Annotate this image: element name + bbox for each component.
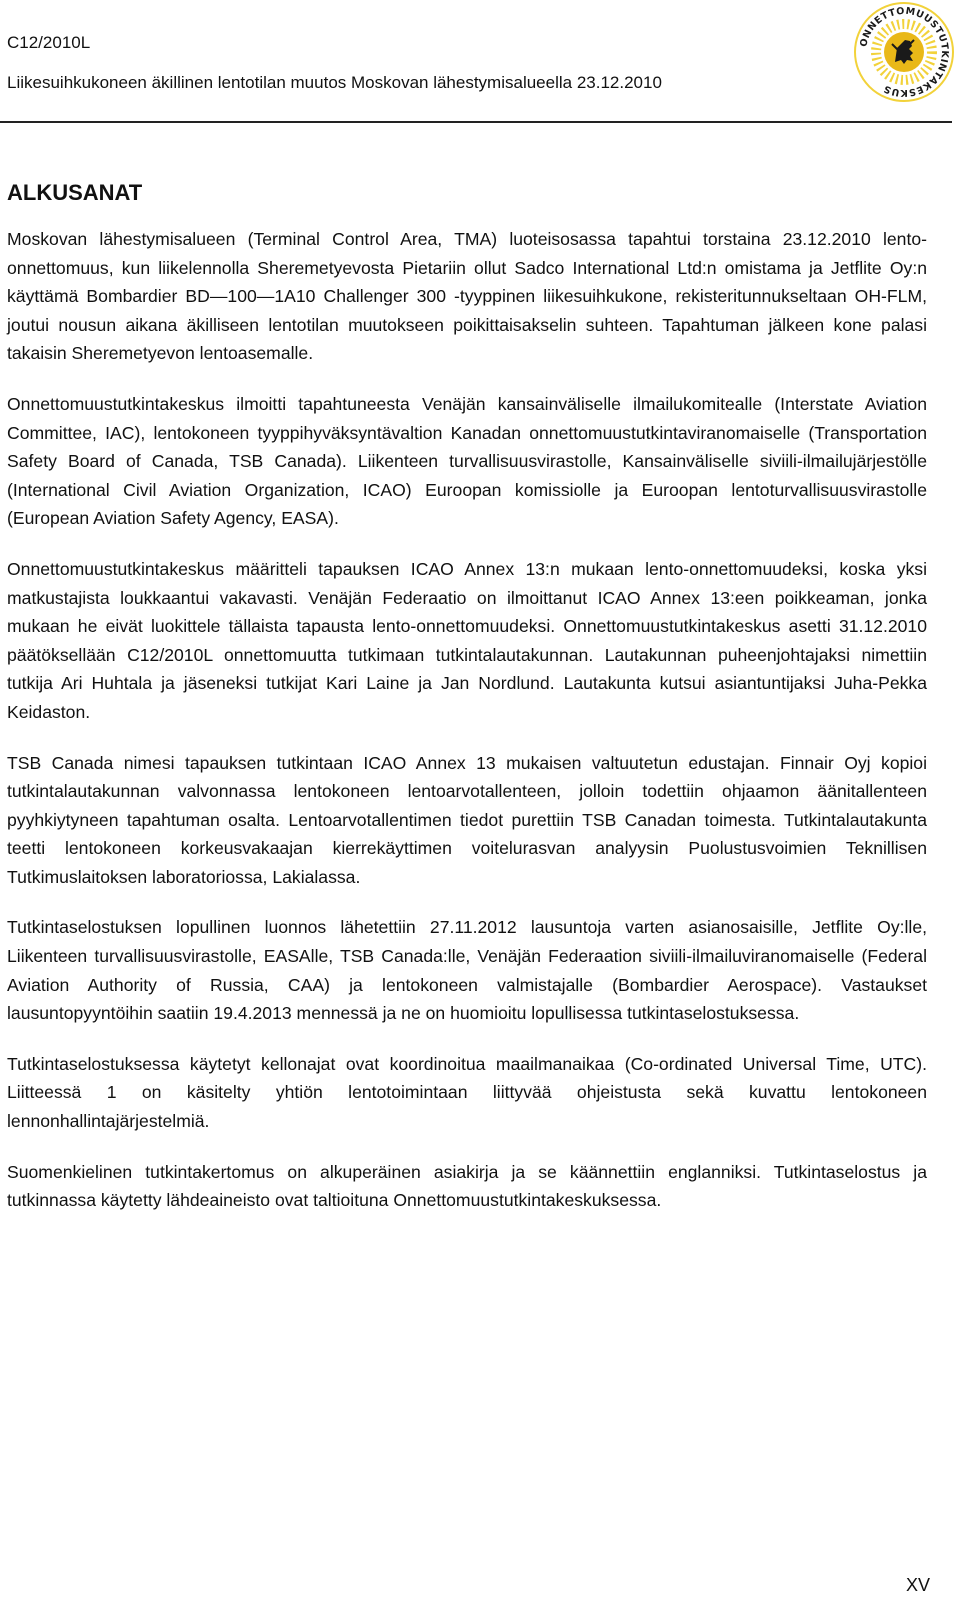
header-divider	[0, 121, 952, 123]
paragraph-investigation: TSB Canada nimesi tapauksen tutkintaan ICAO Annex 13 mukaisen valtuutetun edustajan. Finnair Oyj kopioi tutkintalautakunnan valvonnassa lentokoneen lentoarvotallenteen, jolloin todettiin ohjaamon äänitallenteen pyyhkiytyneen tapahtuman osalta. Lentoarvotallentimen tiedot purettiin TSB Canadan toimesta. Tutkintalautakunta teetti lentokoneen korkeusvakaajan kierrekäyttimen voitelurasvan analyysin Puolustusvoimien Teknillisen Tutkimuslaitoksen laboratoriossa, Lakialassa.	[7, 752, 927, 887]
document-body	[7, 180, 927, 1237]
paragraph-notifications: Onnettomuustutkintakeskus ilmoitti tapahtuneesta Venäjän kansainväliselle ilmailukomitealle (Interstate Aviation Committee, IAC), lentokoneen tyyppihyväksyntävaltion Kanadan onnettomuustutkintaviranomaiselle (Transportation Safety Board of Canada, TSB Canada). Liikenteen turvallisuusvirastolle, Kansainväliselle siviili-ilmailujärjestölle (International Civil Aviation Organization, ICAO) Euroopan komissiolle ja Euroopan lentoturvallisuusvirastolle (European Aviation Safety Agency, EASA).	[7, 393, 927, 529]
logo-ring-text: ONNETTOMUUSTUTKINTAKESKUS	[858, 5, 951, 99]
report-title: Liikesuihkukoneen äkillinen lentotilan muutos Moskovan lähestymisalueella 23.12.2010	[7, 73, 662, 92]
paragraph-classification: Onnettomuustutkintakeskus määritteli tapauksen ICAO Annex 13:n mukaan lento-onnettomuudeksi, koska yksi matkustajista loukkaantui vakavasti. Venäjän Federaatio on ilmoittanut ICAO Annex 13:een poikkeaman, jonka mukaan he eivät luokittele tällaista tapausta lento-onnettomuudeksi. Onnettomuustutkintakeskus asetti 31.12.2010 päätöksellään C12/2010L onnettomuutta tutkimaan tutkintalautakunnan. Lautakunnan puheenjohtajaksi nimettiin tutkija Ari Huhtala ja jäseneksi tutkijat Kari Laine ja Jan Nordlund. Lautakunta kutsui asiantuntijaksi Juha-Pekka Keidaston.	[7, 558, 927, 722]
paragraph-draft-report: Tutkintaselostuksen lopullinen luonnos lähetettiin 27.11.2012 lausuntoja varten asianosaisille, Jetflite Oy:lle, Liikenteen turvallisuusvirastolle, EASAlle, TSB Canada:lle, Venäjän Federaation siviili-ilmailuviranomaiselle (Federal Aviation Authority of Russia, CAA) ja lentokoneen valmistajalle (Bombardier Aerospace). Vastaukset lausuntopyyntöihin saatiin 19.4.2013 mennessä ja ne on huomioitu lopullisessa tutkintaselostuksessa.	[7, 917, 927, 1024]
section-heading: ALKUSANAT	[7, 180, 143, 205]
page-header	[0, 0, 960, 126]
page-number: XV	[905, 1575, 930, 1595]
agency-logo	[852, 0, 956, 104]
paragraph-time-convention: Tutkintaselostuksessa käytetyt kellonajat ovat koordinoitua maailmanaikaa (Co-ordinated Universal Time, UTC). Liitteessä 1 on käsitelty yhtiön lentotoimintaan liittyvää ohjeistusta sekä kuvattu lentokoneen lennonhallintajärjestelmiä.	[7, 1053, 927, 1132]
report-code: C12/2010L	[7, 33, 91, 52]
paragraph-incident: Moskovan lähestymisalueen (Terminal Control Area, TMA) luoteisosassa tapahtui torstaina 23.12.2010 lento-onnettomuus, kun liikelennolla Sheremetyevosta Pietariin ollut Sadco International Ltd:n omistama ja Jetflite Oy:n käyttämä Bombardier BD—100—1A10 Challenger 300 -tyyppinen liikesuihkukone, rekisteritunnukseltaan OH-FLM, joutui nousun aikana äkilliseen lentotilan muutokseen poikittaisakselin suhteen. Tapahtuman jälkeen kone palasi takaisin Sheremetyevon lentoasemalle.	[7, 229, 927, 364]
paragraph-language: Suomenkielinen tutkintakertomus on alkuperäinen asiakirja ja se käännettiin englanniksi. Tutkintaselostus ja tutkinnassa käytetty lähdeaineisto ovat taltioituna Onnettomuustutkintakeskuksessa.	[7, 1161, 927, 1211]
